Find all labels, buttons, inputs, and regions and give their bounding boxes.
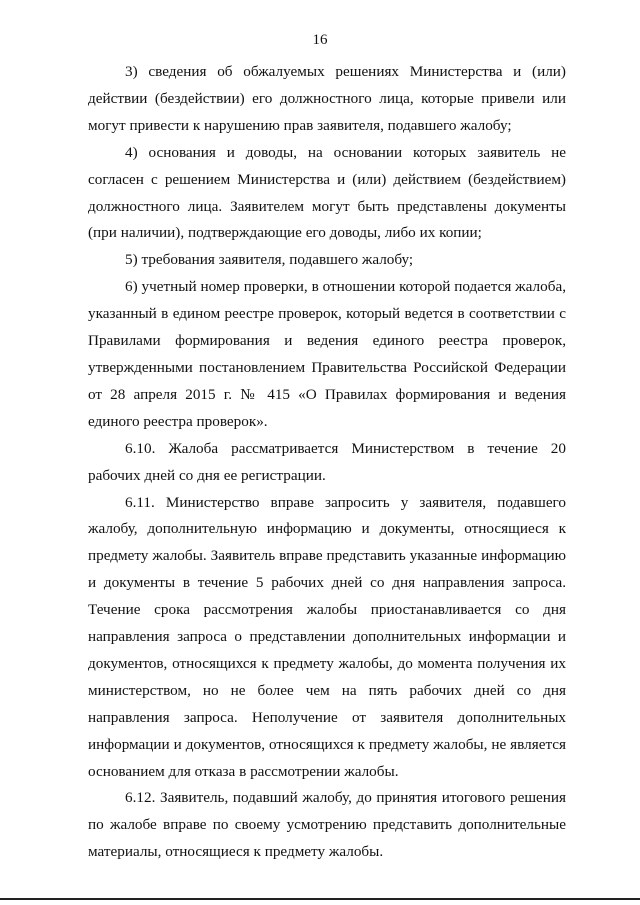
- paragraph-item-4: 4) основания и доводы, на основании которых заявитель не согласен с решением Министерства и (или) действием (бездействием) должностного лица. Заявителем могут быть представлены документы (при наличии), подтверждающие его доводы, либо их копии;: [88, 143, 566, 242]
- document-body: [88, 59, 566, 866]
- paragraph-item-6: 6) учетный номер проверки, в отношении которой подается жалоба, указанный в едином реестре проверок, который ведется в соответствии с Правилами формирования и ведения единого реестра проверок, утвержденными постановлением Правительства Российской Федерации от 28 апреля 2015 г. № 415 «О Правилах формирования и ведения единого реестра проверок».: [88, 278, 566, 430]
- paragraph-item-3: 3) сведения об обжалуемых решениях Министерства и (или) действии (бездействии) его должностного лица, которые привели или могут привести к нарушению прав заявителя, подавшего жалобу;: [88, 63, 566, 134]
- bottom-divider: [0, 898, 640, 900]
- paragraph-6-10: 6.10. Жалоба рассматривается Министерством в течение 20 рабочих дней со дня ее регистрации.: [88, 439, 566, 484]
- page-number: 16: [312, 32, 328, 48]
- paragraph-item-5: 5) требования заявителя, подавшего жалобу;: [125, 251, 414, 269]
- paragraph-6-12: 6.12. Заявитель, подавший жалобу, до принятия итогового решения по жалобе вправе по своему усмотрению представить дополнительные материалы, относящиеся к предмету жалобы.: [88, 789, 566, 861]
- paragraph-6-11: 6.11. Министерство вправе запросить у заявителя, подавшего жалобу, дополнительную информацию и документы, относящиеся к предмету жалобы. Заявитель вправе представить указанные информацию и документы в течение 5 рабочих дней со дня направления запроса. Течение срока рассмотрения жалобы приостанавливается со дня направления запроса о представлении дополнительных информации и документов, относящихся к предмету жалобы, до момента получения их министерством, но не более чем на пять рабочих дней со дня направления запроса. Неполучение от заявителя дополнительных информации и документов, относящихся к предмету жалобы, не является основанием для отказа в рассмотрении жалобы.: [88, 493, 566, 780]
